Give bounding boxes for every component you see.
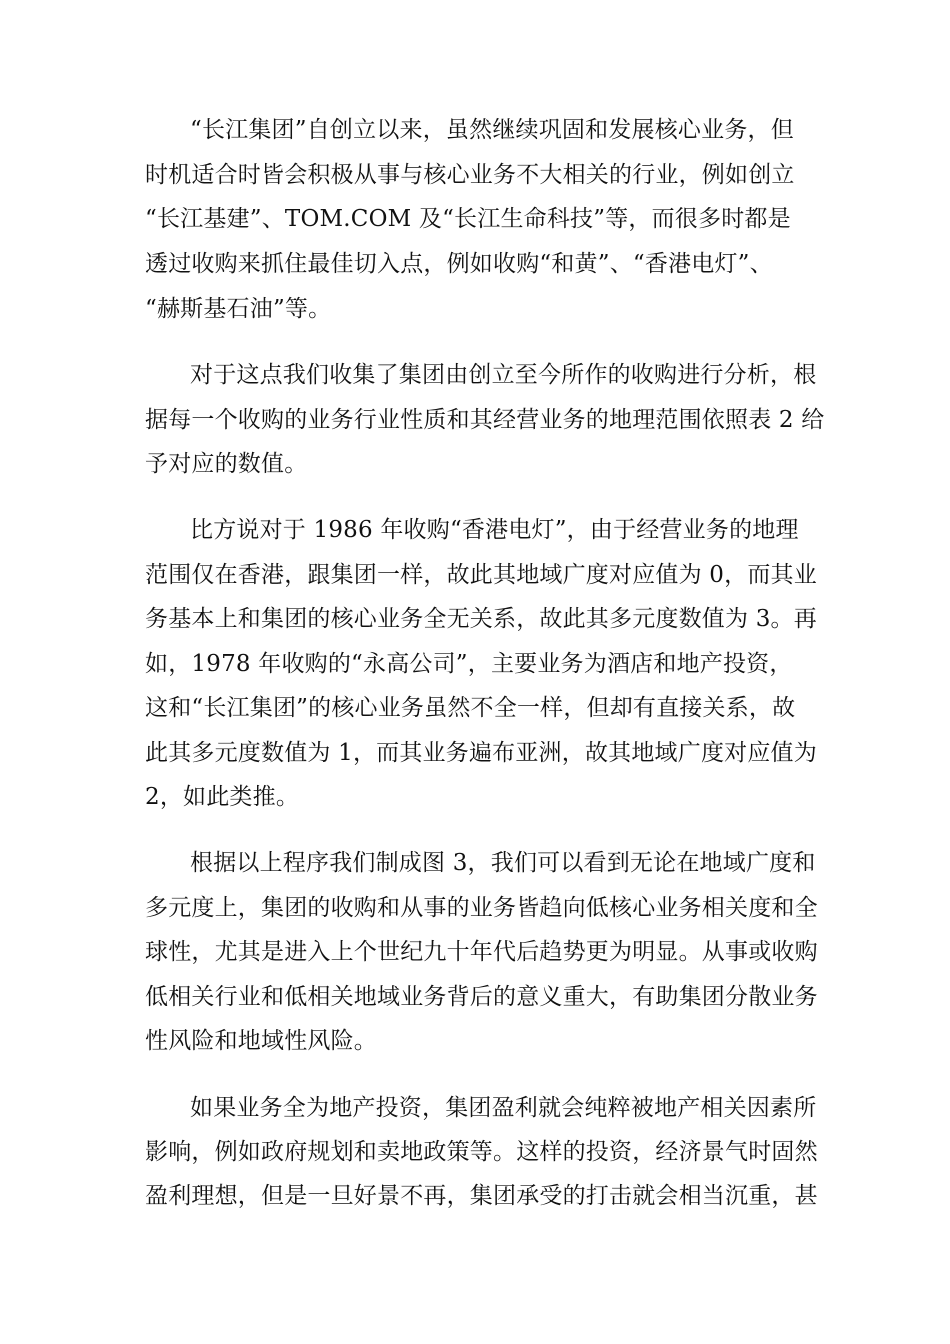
paragraph-3-line-3: 务基本上和集团的核心业务全无关系，故此其多元度数值为 3。再 (145, 606, 817, 632)
paragraph-1-line-3: “长江基建”、TOM.COM 及“长江生命科技”等，而很多时都是 (145, 206, 791, 232)
paragraph-2-line-2: 据每一个收购的业务行业性质和其经营业务的地理范围依照表 2 给 (145, 407, 825, 433)
paragraph-3-line-4: 如，1978 年收购的“永高公司”，主要业务为酒店和地产投资， (145, 651, 793, 677)
paragraph-1-line-1: “长江集团”自创立以来，虽然继续巩固和发展核心业务，但 (190, 117, 794, 143)
paragraph-4-line-3: 球性，尤其是进入上个世纪九十年代后趋势更为明显。从事或收购 (145, 939, 818, 965)
paragraph-3-line-5: 这和“长江集团”的核心业务虽然不全一样，但却有直接关系，故 (145, 695, 796, 721)
paragraph-3-line-2: 范围仅在香港，跟集团一样，故此其地域广度对应值为 0，而其业 (145, 562, 817, 588)
paragraph-3-line-6: 此其多元度数值为 1，而其业务遍布亚洲，故其地域广度对应值为 (145, 740, 817, 766)
paragraph-1-line-2: 时机适合时皆会积极从事与核心业务不大相关的行业，例如创立 (145, 162, 795, 188)
paragraph-2-line-3: 予对应的数值。 (145, 451, 308, 477)
paragraph-4-line-1: 根据以上程序我们制成图 3，我们可以看到无论在地域广度和 (190, 850, 816, 876)
paragraph-3-line-1: 比方说对于 1986 年收购“香港电灯”，由于经营业务的地理 (190, 517, 799, 543)
paragraph-1-line-4: 透过收购来抓住最佳切入点，例如收购“和黄”、“香港电灯”、 (145, 251, 773, 277)
paragraph-4-line-5: 性风险和地域性风险。 (145, 1028, 377, 1054)
paragraph-2-line-1: 对于这点我们收集了集团由创立至今所作的收购进行分析，根 (190, 362, 817, 388)
paragraph-4-line-2: 多元度上，集团的收购和从事的业务皆趋向低核心业务相关度和全 (145, 895, 818, 921)
paragraph-5-line-3: 盈利理想，但是一旦好景不再，集团承受的打击就会相当沉重，甚 (145, 1183, 818, 1209)
paragraph-5-line-1: 如果业务全为地产投资，集团盈利就会纯粹被地产相关因素所 (190, 1095, 817, 1121)
paragraph-4-line-4: 低相关行业和低相关地域业务背后的意义重大，有助集团分散业务 (145, 984, 818, 1010)
paragraph-1-line-5: “赫斯基石油”等。 (145, 296, 332, 322)
paragraph-5-line-2: 影响，例如政府规划和卖地政策等。这样的投资，经济景气时固然 (145, 1139, 818, 1165)
paragraph-3-line-7: 2，如此类推。 (145, 784, 300, 810)
